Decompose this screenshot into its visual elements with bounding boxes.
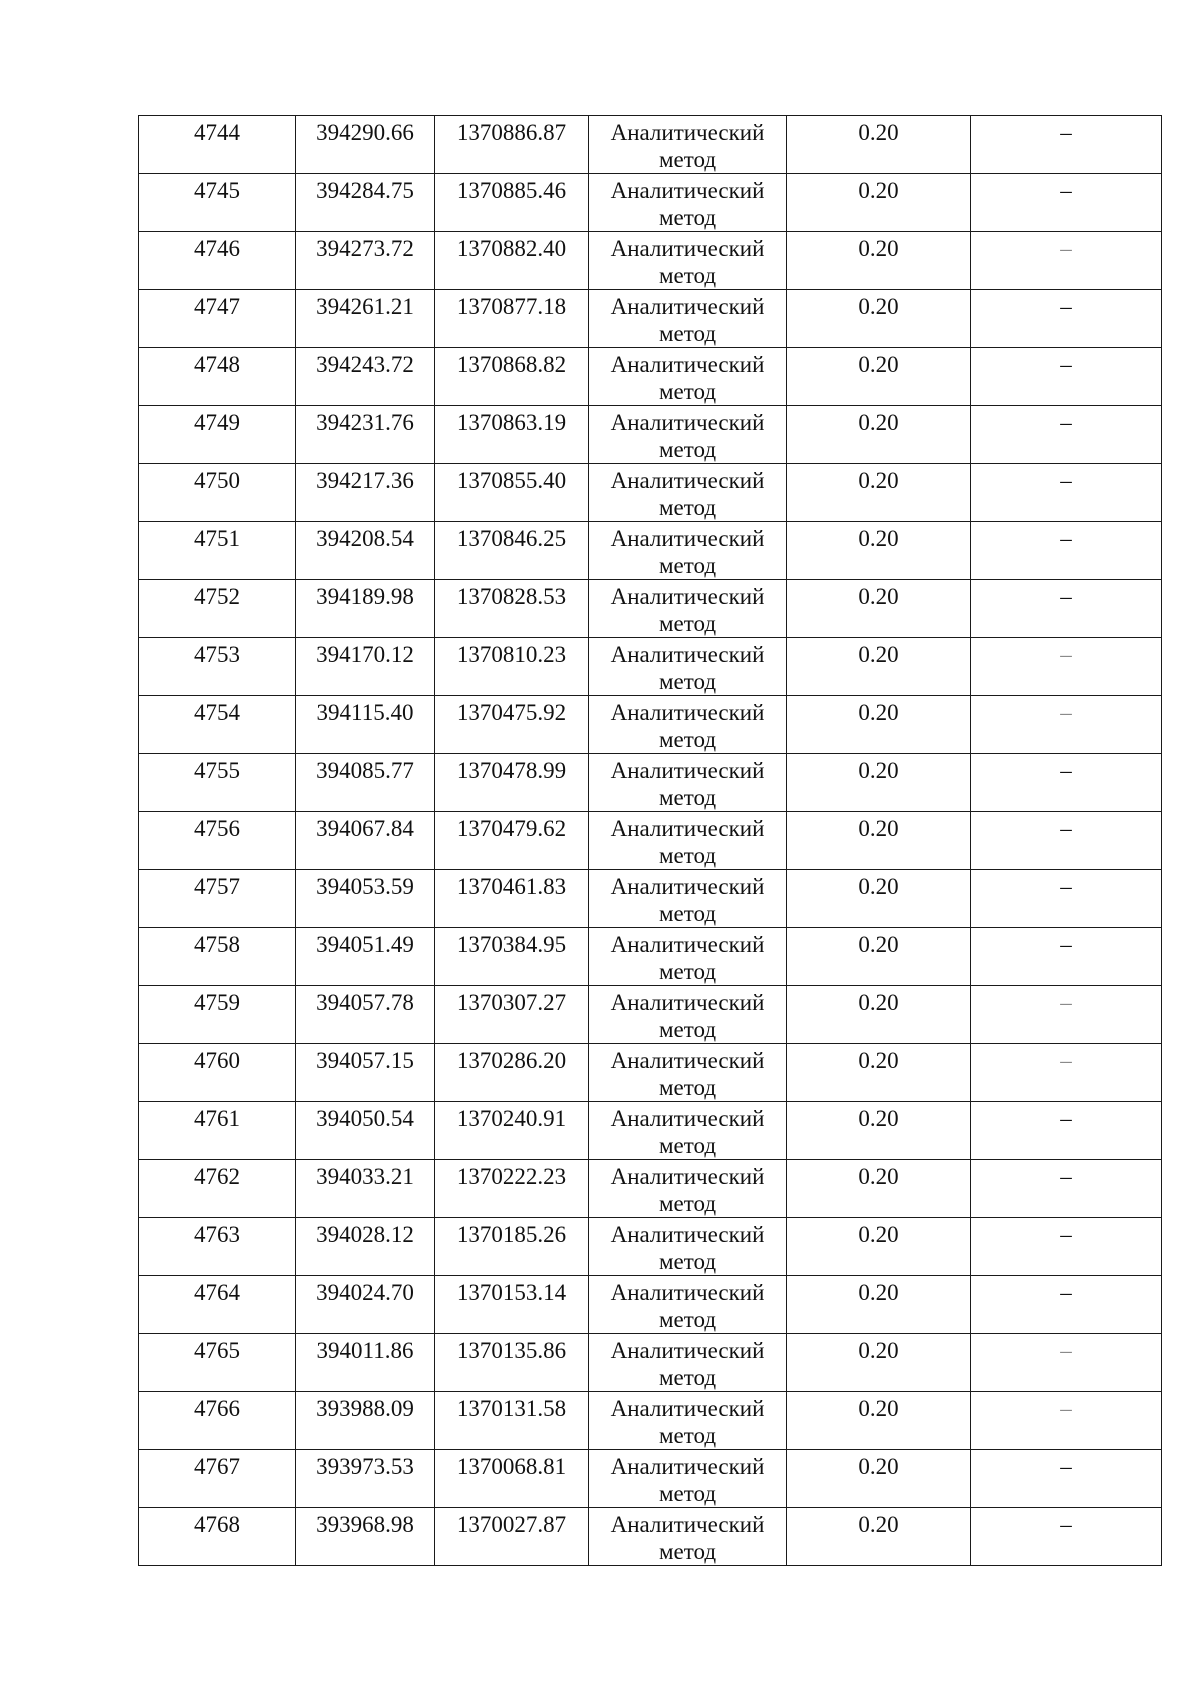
table-row [139,1508,1162,1566]
table-row [139,290,1162,348]
point-number-cell: 4768 [139,1508,296,1566]
table-row [139,928,1162,986]
note-cell: – [971,174,1162,232]
x-coordinate-cell: 394290.66 [296,116,435,174]
accuracy-cell: 0.20 [787,580,971,638]
point-number-cell: 4749 [139,406,296,464]
y-coordinate-cell: 1370475.92 [435,696,589,754]
note-cell: – [971,638,1162,696]
x-coordinate-cell: 394115.40 [296,696,435,754]
table-row [139,1450,1162,1508]
method-cell: Аналитический метод [589,232,787,290]
table-row [139,1102,1162,1160]
note-cell: – [971,754,1162,812]
accuracy-cell: 0.20 [787,812,971,870]
point-number-cell: 4764 [139,1276,296,1334]
point-number-cell: 4748 [139,348,296,406]
method-cell: Аналитический метод [589,638,787,696]
table-row [139,812,1162,870]
x-coordinate-cell: 394189.98 [296,580,435,638]
point-number-cell: 4758 [139,928,296,986]
note-cell: – [971,464,1162,522]
method-cell: Аналитический метод [589,986,787,1044]
table-row [139,1392,1162,1450]
table-row [139,174,1162,232]
point-number-cell: 4761 [139,1102,296,1160]
accuracy-cell: 0.20 [787,638,971,696]
point-number-cell: 4765 [139,1334,296,1392]
note-cell: – [971,1276,1162,1334]
x-coordinate-cell: 393988.09 [296,1392,435,1450]
accuracy-cell: 0.20 [787,464,971,522]
table-row [139,522,1162,580]
table-row [139,1334,1162,1392]
y-coordinate-cell: 1370135.86 [435,1334,589,1392]
x-coordinate-cell: 394057.78 [296,986,435,1044]
note-cell: – [971,1508,1162,1566]
x-coordinate-cell: 394028.12 [296,1218,435,1276]
method-cell: Аналитический метод [589,1508,787,1566]
table-row [139,1218,1162,1276]
method-cell: Аналитический метод [589,812,787,870]
method-cell: Аналитический метод [589,696,787,754]
point-number-cell: 4745 [139,174,296,232]
method-cell: Аналитический метод [589,928,787,986]
accuracy-cell: 0.20 [787,1276,971,1334]
y-coordinate-cell: 1370882.40 [435,232,589,290]
table-row [139,232,1162,290]
x-coordinate-cell: 394024.70 [296,1276,435,1334]
y-coordinate-cell: 1370478.99 [435,754,589,812]
x-coordinate-cell: 394273.72 [296,232,435,290]
y-coordinate-cell: 1370131.58 [435,1392,589,1450]
method-cell: Аналитический метод [589,348,787,406]
method-cell: Аналитический метод [589,522,787,580]
point-number-cell: 4752 [139,580,296,638]
accuracy-cell: 0.20 [787,1160,971,1218]
table-row [139,406,1162,464]
note-cell: – [971,348,1162,406]
method-cell: Аналитический метод [589,1334,787,1392]
accuracy-cell: 0.20 [787,116,971,174]
point-number-cell: 4757 [139,870,296,928]
y-coordinate-cell: 1370863.19 [435,406,589,464]
method-cell: Аналитический метод [589,1450,787,1508]
note-cell: – [971,1102,1162,1160]
table-row [139,1160,1162,1218]
y-coordinate-cell: 1370810.23 [435,638,589,696]
accuracy-cell: 0.20 [787,174,971,232]
table-row [139,580,1162,638]
note-cell: – [971,406,1162,464]
accuracy-cell: 0.20 [787,986,971,1044]
point-number-cell: 4750 [139,464,296,522]
method-cell: Аналитический метод [589,1392,787,1450]
x-coordinate-cell: 394057.15 [296,1044,435,1102]
accuracy-cell: 0.20 [787,232,971,290]
accuracy-cell: 0.20 [787,754,971,812]
x-coordinate-cell: 394217.36 [296,464,435,522]
table-row [139,696,1162,754]
accuracy-cell: 0.20 [787,1044,971,1102]
point-number-cell: 4756 [139,812,296,870]
y-coordinate-cell: 1370846.25 [435,522,589,580]
table-row [139,986,1162,1044]
y-coordinate-cell: 1370384.95 [435,928,589,986]
note-cell: – [971,580,1162,638]
point-number-cell: 4767 [139,1450,296,1508]
accuracy-cell: 0.20 [787,1218,971,1276]
note-cell: – [971,1334,1162,1392]
coordinates-table [138,115,1162,1566]
method-cell: Аналитический метод [589,174,787,232]
table-row [139,464,1162,522]
y-coordinate-cell: 1370886.87 [435,116,589,174]
y-coordinate-cell: 1370828.53 [435,580,589,638]
x-coordinate-cell: 394284.75 [296,174,435,232]
y-coordinate-cell: 1370461.83 [435,870,589,928]
method-cell: Аналитический метод [589,116,787,174]
accuracy-cell: 0.20 [787,290,971,348]
note-cell: – [971,116,1162,174]
note-cell: – [971,928,1162,986]
method-cell: Аналитический метод [589,1160,787,1218]
note-cell: – [971,1392,1162,1450]
x-coordinate-cell: 394011.86 [296,1334,435,1392]
x-coordinate-cell: 394170.12 [296,638,435,696]
table-row [139,1276,1162,1334]
method-cell: Аналитический метод [589,464,787,522]
method-cell: Аналитический метод [589,1276,787,1334]
y-coordinate-cell: 1370286.20 [435,1044,589,1102]
y-coordinate-cell: 1370885.46 [435,174,589,232]
y-coordinate-cell: 1370307.27 [435,986,589,1044]
accuracy-cell: 0.20 [787,1508,971,1566]
table-row [139,870,1162,928]
accuracy-cell: 0.20 [787,1334,971,1392]
point-number-cell: 4762 [139,1160,296,1218]
note-cell: – [971,1160,1162,1218]
x-coordinate-cell: 394051.49 [296,928,435,986]
note-cell: – [971,1450,1162,1508]
x-coordinate-cell: 394067.84 [296,812,435,870]
accuracy-cell: 0.20 [787,348,971,406]
note-cell: – [971,1218,1162,1276]
table-row [139,116,1162,174]
y-coordinate-cell: 1370068.81 [435,1450,589,1508]
y-coordinate-cell: 1370479.62 [435,812,589,870]
y-coordinate-cell: 1370222.23 [435,1160,589,1218]
table-row [139,1044,1162,1102]
point-number-cell: 4744 [139,116,296,174]
note-cell: – [971,696,1162,754]
table-row [139,754,1162,812]
x-coordinate-cell: 394033.21 [296,1160,435,1218]
method-cell: Аналитический метод [589,754,787,812]
x-coordinate-cell: 394261.21 [296,290,435,348]
y-coordinate-cell: 1370855.40 [435,464,589,522]
note-cell: – [971,232,1162,290]
y-coordinate-cell: 1370240.91 [435,1102,589,1160]
x-coordinate-cell: 394231.76 [296,406,435,464]
method-cell: Аналитический метод [589,1044,787,1102]
point-number-cell: 4746 [139,232,296,290]
y-coordinate-cell: 1370868.82 [435,348,589,406]
table-row [139,348,1162,406]
table-row [139,638,1162,696]
accuracy-cell: 0.20 [787,1102,971,1160]
note-cell: – [971,1044,1162,1102]
accuracy-cell: 0.20 [787,522,971,580]
coordinates-table-body [139,116,1162,1566]
y-coordinate-cell: 1370185.26 [435,1218,589,1276]
y-coordinate-cell: 1370027.87 [435,1508,589,1566]
method-cell: Аналитический метод [589,870,787,928]
note-cell: – [971,522,1162,580]
note-cell: – [971,290,1162,348]
x-coordinate-cell: 394085.77 [296,754,435,812]
point-number-cell: 4759 [139,986,296,1044]
method-cell: Аналитический метод [589,406,787,464]
method-cell: Аналитический метод [589,1218,787,1276]
method-cell: Аналитический метод [589,580,787,638]
point-number-cell: 4760 [139,1044,296,1102]
note-cell: – [971,870,1162,928]
x-coordinate-cell: 394050.54 [296,1102,435,1160]
accuracy-cell: 0.20 [787,1450,971,1508]
method-cell: Аналитический метод [589,1102,787,1160]
point-number-cell: 4755 [139,754,296,812]
accuracy-cell: 0.20 [787,928,971,986]
accuracy-cell: 0.20 [787,406,971,464]
point-number-cell: 4751 [139,522,296,580]
point-number-cell: 4766 [139,1392,296,1450]
accuracy-cell: 0.20 [787,1392,971,1450]
x-coordinate-cell: 394243.72 [296,348,435,406]
method-cell: Аналитический метод [589,290,787,348]
x-coordinate-cell: 393973.53 [296,1450,435,1508]
x-coordinate-cell: 394053.59 [296,870,435,928]
note-cell: – [971,812,1162,870]
accuracy-cell: 0.20 [787,696,971,754]
point-number-cell: 4747 [139,290,296,348]
point-number-cell: 4763 [139,1218,296,1276]
y-coordinate-cell: 1370877.18 [435,290,589,348]
y-coordinate-cell: 1370153.14 [435,1276,589,1334]
x-coordinate-cell: 394208.54 [296,522,435,580]
accuracy-cell: 0.20 [787,870,971,928]
point-number-cell: 4753 [139,638,296,696]
point-number-cell: 4754 [139,696,296,754]
note-cell: – [971,986,1162,1044]
x-coordinate-cell: 393968.98 [296,1508,435,1566]
